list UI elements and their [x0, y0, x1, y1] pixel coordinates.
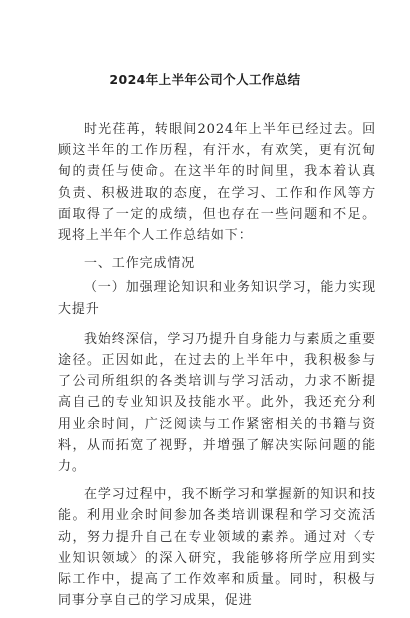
- body-paragraph: 在学习过程中，我不断学习和掌握新的知识和技能。利用业余时间参加各类培训课程和学习交流活动，努力提升自己在专业领域的素养。通过对〈专业知识领域〉的深入研究，我能够将所学应用到实际工作中，提高了工作效率和质量。同时，积极与同事分享自己的学习成果，促进: [58, 487, 376, 609]
- document-title: 2024年上半年公司个人工作总结: [109, 72, 301, 87]
- intro-paragraph: 时光荏苒，转眼间2024年上半年已经过去。回顾这半年的工作历程，有汗水，有欢笑，更有沉甸甸的责任与使命。在这半年的时间里，我本着认真负责、积极进取的态度，在学习、工作和作风等方面取得了一定的成绩，但也存在一些问题和不足。现将上半年个人工作总结如下：: [58, 122, 376, 244]
- subsection-heading: （一）加强理论知识和业务知识学习，能力实现大提升: [58, 280, 376, 317]
- body-paragraph: 我始终深信，学习乃提升自身能力与素质之重要途径。正因如此，在过去的上半年中，我积极参与了公司所组织的各类培训与学习活动，力求不断提高自己的专业知识及技能水平。此外，我还充分利用业余时间，广泛阅读与工作紧密相关的书籍与资料，从而拓宽了视野，并增强了解决实际问题的能力。: [58, 331, 376, 475]
- document-body: [58, 119, 376, 618]
- section-heading: 一、工作完成情况: [84, 256, 196, 272]
